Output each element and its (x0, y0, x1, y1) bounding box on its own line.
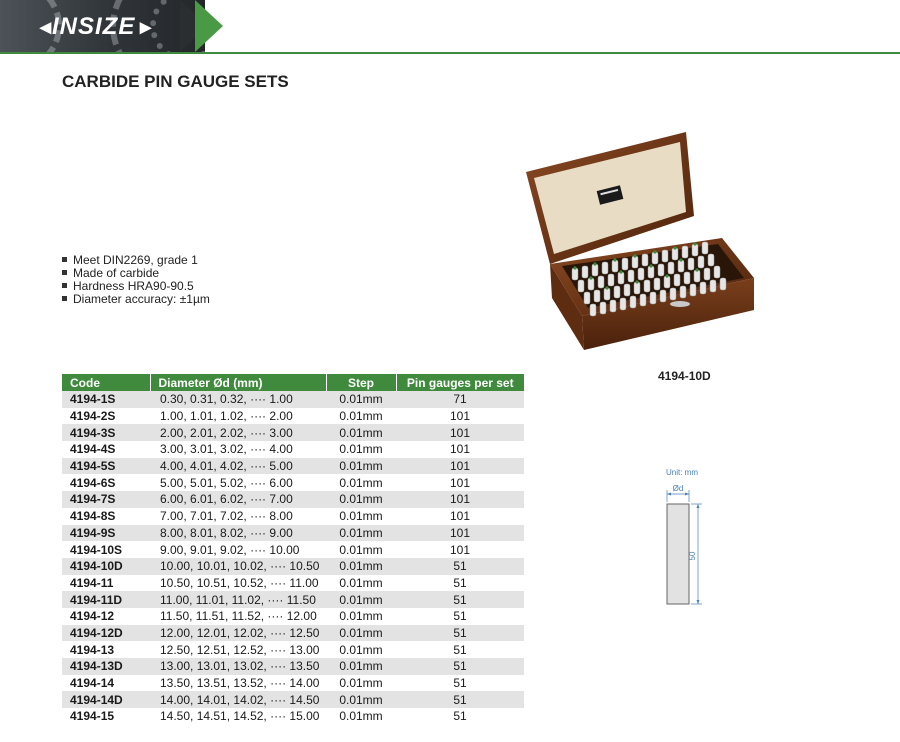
cell-step: 0.01mm (339, 676, 383, 691)
table-row (62, 641, 524, 658)
cell-code: 4194-13D (62, 658, 150, 675)
page-title: CARBIDE PIN GAUGE SETS (62, 72, 289, 91)
cell-pin-count: 101 (449, 409, 471, 424)
feature-item: Made of carbide (62, 267, 210, 280)
cell-diameter: 14.00, 14.01, 14.02, ···· 14.50 (150, 691, 326, 708)
cell-code: 4194-15 (70, 709, 115, 724)
cell-pin-count: 51 (396, 591, 524, 608)
table-row (62, 625, 524, 642)
cell-code: 4194-13 (70, 642, 115, 657)
cell-pin-count: 51 (396, 658, 524, 675)
cell-pin-count: 51 (453, 609, 467, 624)
cell-code: 4194-10D (62, 558, 150, 575)
cell-code: 4194-5S (62, 458, 150, 475)
cell-code: 4194-8S (70, 509, 116, 524)
length-label: 50 (688, 551, 697, 561)
cell-step: 0.01mm (339, 709, 383, 724)
cell-step: 0.01mm (339, 575, 383, 590)
cell-step: 0.01mm (326, 558, 396, 575)
table-row (62, 608, 524, 625)
cell-diameter: 5.00, 5.01, 5.02, ···· 6.00 (160, 475, 293, 490)
square-bullet-icon (62, 296, 67, 301)
header-chevron (195, 0, 223, 52)
table-row (62, 408, 524, 425)
table-row (62, 591, 524, 608)
cell-pin-count: 51 (453, 642, 467, 657)
column-header-code: Code (62, 374, 150, 391)
table-row (62, 658, 524, 675)
table-row (62, 441, 524, 458)
square-bullet-icon (62, 270, 67, 275)
brand-logo: INSIZE (52, 13, 136, 40)
cell-step: 0.01mm (339, 609, 383, 624)
table-row (62, 508, 524, 525)
cell-pin-count: 51 (396, 558, 524, 575)
table-row (62, 708, 524, 725)
cell-diameter: 8.00, 8.01, 8.02, ···· 9.00 (150, 525, 326, 542)
column-header-diameter: Diameter Ød (mm) (150, 374, 326, 391)
square-bullet-icon (62, 283, 67, 288)
cell-diameter: 1.00, 1.01, 1.02, ···· 2.00 (160, 409, 293, 424)
cell-diameter: 6.00, 6.01, 6.02, ···· 7.00 (150, 491, 326, 508)
pin-dimension-diagram (648, 466, 738, 616)
cell-pin-count: 51 (396, 691, 524, 708)
cell-step: 0.01mm (326, 658, 396, 675)
cell-diameter: 12.00, 12.01, 12.02, ···· 12.50 (150, 625, 326, 642)
cell-code: 4194-9S (62, 525, 150, 542)
cell-pin-count: 71 (396, 391, 524, 408)
cell-code: 4194-10S (70, 542, 123, 557)
cell-code: 4194-11D (62, 591, 150, 608)
cell-pin-count: 101 (396, 525, 524, 542)
cell-pin-count: 101 (396, 491, 524, 508)
square-bullet-icon (62, 257, 67, 262)
cell-pin-count: 51 (453, 676, 467, 691)
cell-code: 4194-7S (62, 491, 150, 508)
cell-pin-count: 101 (396, 424, 524, 441)
cell-step: 0.01mm (326, 391, 396, 408)
unit-label: Unit: mm (666, 468, 698, 477)
cell-code: 4194-12D (62, 625, 150, 642)
cell-code: 4194-4S (70, 442, 116, 457)
cell-pin-count: 51 (396, 625, 524, 642)
product-photo (522, 128, 758, 356)
cell-step: 0.01mm (339, 409, 383, 424)
cell-pin-count: 101 (449, 442, 471, 457)
logo-arrow-left-icon: ◂ (40, 14, 52, 39)
cell-diameter: 3.00, 3.01, 3.02, ···· 4.00 (160, 442, 293, 457)
table-row (62, 458, 524, 475)
cell-code: 4194-6S (70, 475, 116, 490)
cell-step: 0.01mm (326, 525, 396, 542)
feature-item: Meet DIN2269, grade 1 (62, 254, 210, 267)
table-row (62, 575, 524, 592)
cell-diameter: 0.30, 0.31, 0.32, ···· 1.00 (150, 391, 326, 408)
cell-diameter: 10.00, 10.01, 10.02, ···· 10.50 (150, 558, 326, 575)
cell-code: 4194-12 (70, 609, 115, 624)
cell-step: 0.01mm (326, 491, 396, 508)
cell-step: 0.01mm (339, 542, 383, 557)
feature-item: Hardness HRA90-90.5 (62, 280, 210, 293)
cell-code: 4194-14 (70, 676, 115, 691)
table-row (62, 424, 524, 441)
cell-diameter: 2.00, 2.01, 2.02, ···· 3.00 (150, 424, 326, 441)
feature-list (62, 254, 210, 306)
cell-diameter: 7.00, 7.01, 7.02, ···· 8.00 (160, 509, 293, 524)
cell-pin-count: 51 (453, 575, 467, 590)
cell-step: 0.01mm (326, 424, 396, 441)
table-row (62, 541, 524, 558)
cell-step: 0.01mm (326, 458, 396, 475)
table-row (62, 691, 524, 708)
cell-code: 4194-3S (62, 424, 150, 441)
table-row (62, 675, 524, 692)
column-header-pins: Pin gauges per set (396, 374, 524, 391)
cell-step: 0.01mm (326, 591, 396, 608)
table-row (62, 491, 524, 508)
cell-diameter: 11.00, 11.01, 11.02, ···· 11.50 (150, 591, 326, 608)
cell-diameter: 9.00, 9.01, 9.02, ···· 10.00 (160, 542, 300, 557)
table-header-row (62, 374, 524, 391)
cell-code: 4194-2S (70, 409, 116, 424)
feature-item: Diameter accuracy: ±1µm (62, 293, 210, 306)
cell-step: 0.01mm (339, 642, 383, 657)
cell-step: 0.01mm (326, 625, 396, 642)
spec-table (62, 374, 524, 725)
diameter-label: Ød (672, 484, 684, 493)
cell-code: 4194-1S (62, 391, 150, 408)
cell-code: 4194-14D (62, 691, 150, 708)
cell-code: 4194-11 (70, 575, 114, 590)
cell-pin-count: 101 (449, 475, 471, 490)
cell-pin-count: 101 (449, 509, 471, 524)
cell-pin-count: 101 (396, 458, 524, 475)
cell-diameter: 13.00, 13.01, 13.02, ···· 13.50 (150, 658, 326, 675)
cell-step: 0.01mm (339, 509, 383, 524)
cell-step: 0.01mm (339, 442, 383, 457)
table-body (62, 391, 524, 725)
table-row (62, 558, 524, 575)
logo-arrow-right-icon: ▸ (140, 14, 152, 39)
product-caption: 4194-10D (658, 369, 711, 383)
column-header-step: Step (326, 374, 396, 391)
cell-step: 0.01mm (339, 475, 383, 490)
cell-pin-count: 101 (449, 542, 471, 557)
table-row (62, 391, 524, 408)
cell-pin-count: 51 (453, 709, 467, 724)
table-row (62, 474, 524, 491)
cell-diameter: 13.50, 13.51, 13.52, ···· 14.00 (160, 676, 320, 691)
cell-step: 0.01mm (326, 691, 396, 708)
cell-diameter: 12.50, 12.51, 12.52, ···· 13.00 (160, 642, 320, 657)
cell-diameter: 14.50, 14.51, 14.52, ···· 15.00 (160, 709, 320, 724)
cell-diameter: 4.00, 4.01, 4.02, ···· 5.00 (150, 458, 326, 475)
cell-diameter: 10.50, 10.51, 10.52, ···· 11.00 (160, 575, 319, 590)
table-row (62, 525, 524, 542)
header-divider (0, 52, 900, 54)
header-banner (0, 0, 900, 55)
cell-diameter: 11.50, 11.51, 11.52, ···· 12.00 (160, 609, 317, 624)
pin-outline (667, 504, 689, 604)
